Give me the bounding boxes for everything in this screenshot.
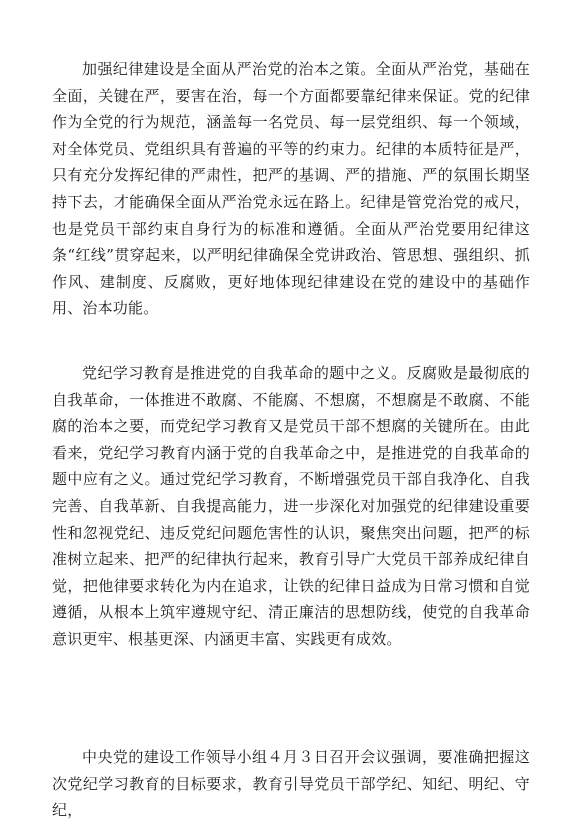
paragraph-central-meeting: 中央党的建设工作领导小组４月３日召开会议强调，要准确把握这次党纪学习教育的目标要求，教育引导党员干部学纪、知纪、明纪、守纪，	[52, 748, 530, 820]
paragraph-self-revolution: 党纪学习教育是推进党的自我革命的题中之义。反腐败是最彻底的自我革命，一体推进不敢腐、不能腐、不想腐，不想腐是不敢腐、不能腐的治本之要，而党纪学习教育又是党员干部不想腐的关键所在。由此看来，党纪学习教育内涵于党的自我革命之中，是推进党的自我革命的题中应有之义。通过党纪学习教育，不断增强党员干部自我净化、自我完善、自我革新、自我提高能力，进一步深化对加强党的纪律建设重要性和忽视党纪、违反党纪问题危害性的认识，聚焦突出问题，把严的标准树立起来、把严的纪律执行起来，教育引导广大党员干部养成纪律自觉，把他律要求转化为内在追求，让铁的纪律日益成为日常习惯和自觉遵循，从根本上筑牢遵规守纪、清正廉洁的思想防线，使党的自我革命意识更牢、根基更深、内涵更丰富、实践更有成效。	[52, 364, 530, 648]
paragraph-discipline-building: 加强纪律建设是全面从严治党的治本之策。全面从严治党，基础在全面，关键在严，要害在治，每一个方面都要靠纪律来保证。党的纪律作为全党的行为规范，涵盖每一名党员、每一层党组织、每一个领域，对全体党员、党组织具有普遍的平等的约束力。纪律的本质特征是严，只有充分发挥纪律的严肃性，把严的基调、严的措施、严的氛围长期坚持下去，才能确保全面从严治党永远在路上。纪律是管党治党的戒尺，也是党员干部约束自身行为的标准和遵循。全面从严治党要用纪律这条“红线”贯穿起来，以严明纪律确保全党讲政治、管思想、强组织、抓作风、建制度、反腐败，更好地体现纪律建设在党的建设中的基础作用、治本功能。	[52, 60, 530, 318]
